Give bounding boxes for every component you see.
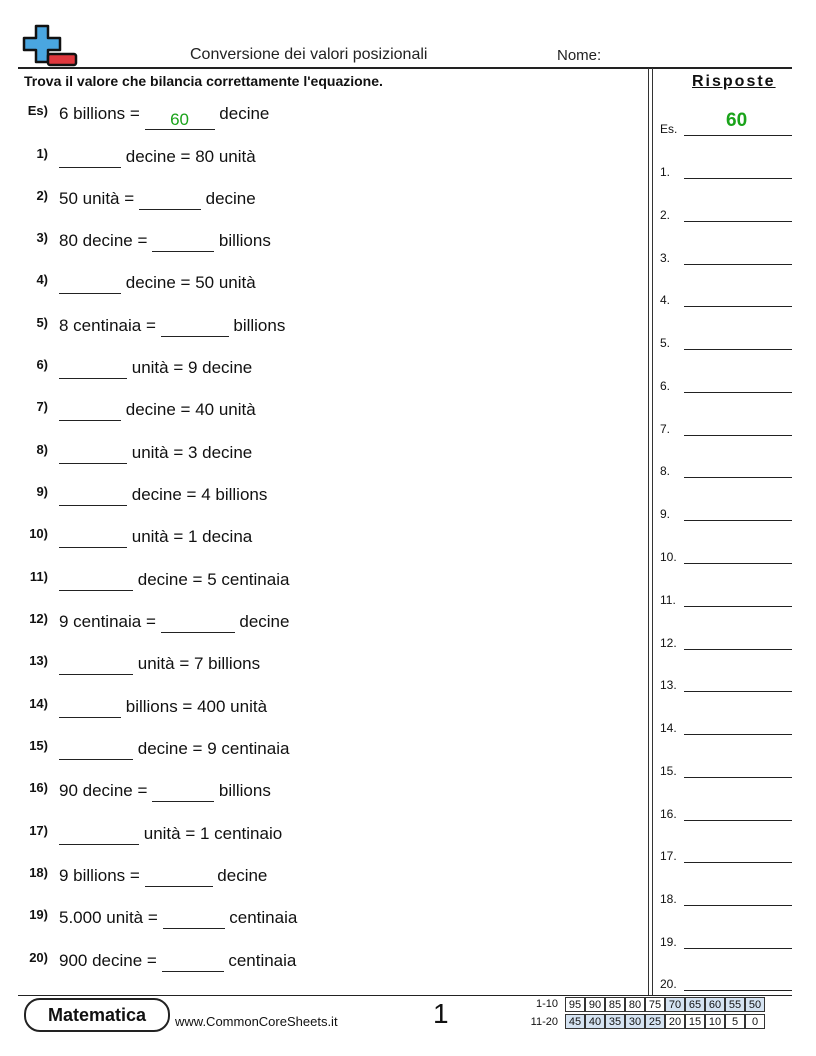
answer-blank[interactable] — [59, 739, 133, 760]
question-text: decine = 80 unità — [125, 147, 256, 166]
answer-label: 15. — [660, 764, 677, 778]
score-cell: 5 — [725, 1014, 745, 1029]
question-text: 9 billions = — [59, 866, 140, 885]
answer-line[interactable] — [684, 606, 792, 607]
question-number: 3) — [36, 230, 48, 245]
answer-label: 4. — [660, 293, 671, 307]
score-cell: 10 — [705, 1014, 725, 1029]
question-number: 1) — [36, 146, 48, 161]
answer-line — [684, 135, 792, 136]
name-label: Nome: — [557, 47, 602, 64]
answer-label: 17. — [660, 849, 677, 863]
answer-label: 13. — [660, 678, 677, 692]
question-text: 900 decine = — [59, 951, 157, 970]
answer-line[interactable] — [684, 734, 792, 735]
answer-line[interactable] — [684, 349, 792, 350]
score-cell: 90 — [585, 997, 605, 1012]
question-text: 9 centinaia = — [59, 612, 156, 631]
answer-line[interactable] — [684, 435, 792, 436]
answer-blank[interactable] — [145, 866, 213, 887]
question-text: 50 unità = — [59, 189, 135, 208]
answer-row-1 — [660, 159, 792, 179]
answer-label: 19. — [660, 935, 677, 949]
answer-label: 16. — [660, 807, 677, 821]
answer-row-17 — [660, 843, 792, 863]
plus-minus-logo-icon — [22, 24, 80, 68]
answer-blank[interactable] — [59, 570, 133, 591]
question-text: billions — [233, 316, 286, 335]
answer-blank[interactable] — [163, 908, 225, 929]
answer-line[interactable] — [684, 264, 792, 265]
answer-blank[interactable] — [161, 612, 235, 633]
score-cell: 40 — [585, 1014, 605, 1029]
answer-row-6 — [660, 373, 792, 393]
answer-row-11 — [660, 587, 792, 607]
question-text-after: decine — [219, 104, 270, 123]
subject-badge: Matematica — [24, 998, 170, 1032]
question-number: 8) — [36, 442, 48, 457]
question-text: 90 decine = — [59, 781, 148, 800]
question-text: decine — [239, 612, 290, 631]
score-cell: 80 — [625, 997, 645, 1012]
question-number: 9) — [36, 484, 48, 499]
question-number: 16) — [29, 780, 48, 795]
answer-line[interactable] — [684, 777, 792, 778]
answer-row-13 — [660, 672, 792, 692]
answer-blank[interactable] — [59, 443, 127, 464]
answer-row-15 — [660, 758, 792, 778]
question-number: Es) — [27, 103, 48, 118]
column-divider — [652, 68, 653, 995]
answer-blank[interactable] — [59, 485, 127, 506]
question-text: 8 centinaia = — [59, 316, 156, 335]
answer-row-5 — [660, 330, 792, 350]
answer-line[interactable] — [684, 306, 792, 307]
answer-line[interactable] — [684, 649, 792, 650]
score-row-label: 11-20 — [530, 1016, 558, 1028]
answer-line[interactable] — [684, 820, 792, 821]
answer-row-20 — [660, 971, 792, 991]
answer-row-9 — [660, 501, 792, 521]
score-cell: 35 — [605, 1014, 625, 1029]
question-text: centinaia — [228, 951, 297, 970]
score-cell: 60 — [705, 997, 725, 1012]
page-title: Conversione dei valori posizionali — [190, 46, 428, 63]
answer-label: 5. — [660, 336, 671, 350]
question-text: unità = 1 centinaio — [143, 824, 283, 843]
instructions: Trova il valore che bilancia correttamente l'equazione. — [24, 73, 383, 89]
question-number: 18) — [29, 865, 48, 880]
example-answer: 60 — [145, 109, 215, 130]
answer-row-14 — [660, 715, 792, 735]
question-number: 14) — [29, 696, 48, 711]
column-divider — [648, 68, 649, 995]
answer-label: 20. — [660, 977, 677, 991]
answer-label: 10. — [660, 550, 677, 564]
question-text: decine = 50 unità — [125, 273, 256, 292]
score-cell: 65 — [685, 997, 705, 1012]
question-text: 80 decine = — [59, 231, 148, 250]
question-number: 6) — [36, 357, 48, 372]
question-text: decine = 4 billions — [131, 485, 268, 504]
answer-line[interactable] — [684, 990, 792, 991]
answer-row-7 — [660, 416, 792, 436]
answer-label: 3. — [660, 251, 671, 265]
answer-blank[interactable] — [59, 358, 127, 379]
header-divider — [18, 67, 792, 69]
question-text: decine — [217, 866, 268, 885]
answer-label: 1. — [660, 165, 671, 179]
score-cell: 70 — [665, 997, 685, 1012]
question-text: billions — [218, 781, 271, 800]
score-cell: 45 — [565, 1014, 585, 1029]
answer-line[interactable] — [684, 862, 792, 863]
score-cell: 20 — [665, 1014, 685, 1029]
question-text: billions = 400 unità — [125, 697, 268, 716]
site-url: www.CommonCoreSheets.it — [175, 1014, 338, 1029]
question-number: 12) — [29, 611, 48, 626]
answer-label: 6. — [660, 379, 671, 393]
score-cell: 55 — [725, 997, 745, 1012]
answer-row-4 — [660, 287, 792, 307]
answer-blank[interactable] — [59, 400, 121, 421]
answer-line[interactable] — [684, 392, 792, 393]
score-cell: 15 — [685, 1014, 705, 1029]
answer-blank[interactable] — [59, 147, 121, 168]
question-number: 15) — [29, 738, 48, 753]
answer-line[interactable] — [684, 948, 792, 949]
score-cell: 0 — [745, 1014, 765, 1029]
score-cell: 85 — [605, 997, 625, 1012]
question-number: 19) — [29, 907, 48, 922]
question-text: decine = 9 centinaia — [137, 739, 290, 758]
answer-line[interactable] — [684, 477, 792, 478]
question-number: 13) — [29, 653, 48, 668]
answer-blank[interactable] — [59, 697, 121, 718]
question-number: 5) — [36, 315, 48, 330]
answers-title: Risposte — [692, 73, 776, 90]
score-row-label: 1-10 — [535, 998, 558, 1010]
question-text: centinaia — [229, 908, 298, 927]
answer-line[interactable] — [684, 563, 792, 564]
answer-blank[interactable] — [161, 316, 229, 337]
answer-label: 11. — [660, 593, 676, 607]
answer-line[interactable] — [684, 520, 792, 521]
question-number: 2) — [36, 188, 48, 203]
score-cell: 95 — [565, 997, 585, 1012]
answer-label: 7. — [660, 422, 671, 436]
question-text: unità = 9 decine — [131, 358, 253, 377]
answer-label: 9. — [660, 507, 671, 521]
example-answer-value: 60 — [726, 110, 748, 131]
question-text: unità = 3 decine — [131, 443, 253, 462]
answer-blank[interactable] — [59, 527, 127, 548]
score-cell: 75 — [645, 997, 665, 1012]
answer-label: 14. — [660, 721, 677, 735]
answer-row-16 — [660, 801, 792, 821]
question-text: decine = 5 centinaia — [137, 570, 290, 589]
answer-row-example — [660, 110, 792, 136]
answer-row-10 — [660, 544, 792, 564]
question-text-before: 6 billions = — [59, 104, 140, 123]
page-number: 1 — [433, 998, 449, 1029]
question-number: 4) — [36, 272, 48, 287]
question-number: 20) — [29, 950, 48, 965]
question-text: 5.000 unità = — [59, 908, 158, 927]
answer-row-12 — [660, 630, 792, 650]
score-cell: 50 — [745, 997, 765, 1012]
answer-label: 2. — [660, 208, 671, 222]
score-cell: 25 — [645, 1014, 665, 1029]
question-text: unità = 1 decina — [131, 527, 253, 546]
score-cell: 30 — [625, 1014, 645, 1029]
question-text: billions — [218, 231, 271, 250]
question-number: 10) — [29, 526, 48, 541]
question-number: 11) — [29, 569, 48, 584]
answer-blank[interactable] — [139, 189, 201, 210]
answer-blank[interactable] — [59, 654, 133, 675]
answer-label: 18. — [660, 892, 677, 906]
answer-row-2 — [660, 202, 792, 222]
footer-divider — [18, 995, 792, 996]
answer-row-19 — [660, 929, 792, 949]
answer-blank[interactable] — [59, 273, 121, 294]
question-text: unità = 7 billions — [137, 654, 261, 673]
question-text: decine = 40 unità — [125, 400, 256, 419]
answer-blank[interactable] — [162, 951, 224, 972]
answer-row-3 — [660, 245, 792, 265]
answer-line[interactable] — [684, 221, 792, 222]
answer-blank[interactable] — [59, 824, 139, 845]
answer-row-18 — [660, 886, 792, 906]
question-number: 17) — [29, 823, 48, 838]
question-number: 7) — [36, 399, 48, 414]
answer-line[interactable] — [684, 178, 792, 179]
answer-label: Es. — [660, 122, 678, 136]
answer-label: 8. — [660, 464, 671, 478]
answer-blank[interactable] — [152, 781, 214, 802]
answer-blank[interactable] — [152, 231, 214, 252]
answer-row-8 — [660, 458, 792, 478]
question-text: decine — [205, 189, 256, 208]
answer-label: 12. — [660, 636, 677, 650]
answer-line[interactable] — [684, 905, 792, 906]
answer-line[interactable] — [684, 691, 792, 692]
